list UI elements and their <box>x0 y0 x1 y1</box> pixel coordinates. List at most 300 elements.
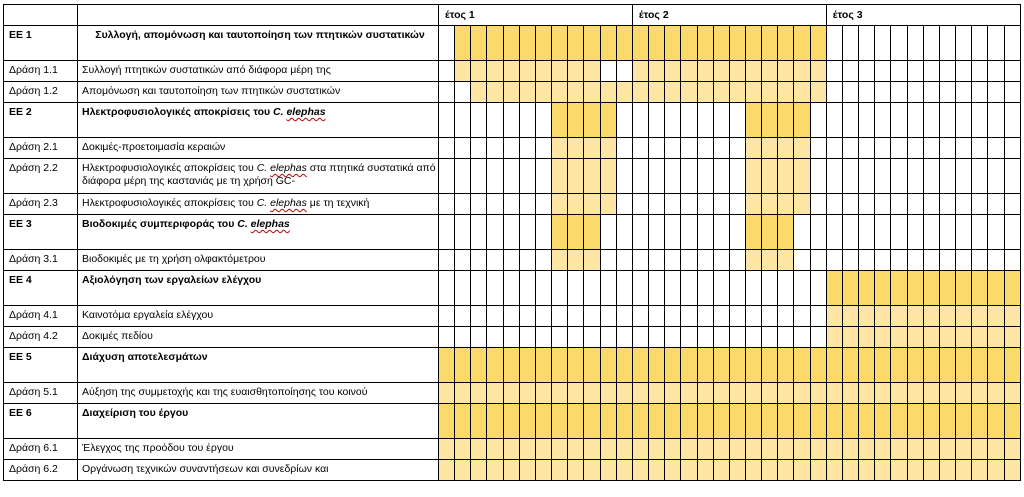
month-cell <box>697 348 713 383</box>
month-cell <box>519 439 535 460</box>
month-cell <box>729 250 745 271</box>
header-code-cell <box>4 5 78 26</box>
month-cell <box>923 348 939 383</box>
month-cell <box>745 215 761 250</box>
row-title-text <box>82 194 438 210</box>
month-cell <box>600 194 616 215</box>
month-cell <box>891 250 907 271</box>
row-code <box>4 383 78 404</box>
month-cell <box>972 138 988 159</box>
month-cell <box>939 271 955 306</box>
month-cell <box>907 271 923 306</box>
month-cell <box>455 327 471 348</box>
month-cell <box>519 82 535 103</box>
month-cell <box>826 215 842 250</box>
activity-row <box>4 82 1021 103</box>
month-cell <box>875 250 891 271</box>
month-cell <box>697 460 713 481</box>
month-cell <box>487 439 503 460</box>
month-cell <box>455 138 471 159</box>
month-cell <box>552 82 568 103</box>
month-cell <box>471 404 487 439</box>
month-cell <box>503 306 519 327</box>
month-cell <box>665 26 681 61</box>
month-cell <box>584 383 600 404</box>
row-title <box>78 271 439 306</box>
month-cell <box>875 383 891 404</box>
month-cell <box>988 439 1004 460</box>
month-cell <box>988 404 1004 439</box>
month-cell <box>535 215 551 250</box>
row-code-text: ΕΕ 4 <box>9 274 32 286</box>
month-cell <box>875 215 891 250</box>
month-cell <box>487 159 503 194</box>
month-cell <box>988 215 1004 250</box>
month-cell <box>891 327 907 348</box>
month-cell <box>842 194 858 215</box>
month-cell <box>552 103 568 138</box>
row-title-text: Διάχυση αποτελεσμάτων <box>82 351 208 363</box>
month-cell <box>649 348 665 383</box>
month-cell <box>988 383 1004 404</box>
month-cell <box>600 61 616 82</box>
row-title <box>78 460 439 481</box>
row-code <box>4 82 78 103</box>
month-cell <box>503 404 519 439</box>
month-cell <box>503 250 519 271</box>
month-cell <box>972 306 988 327</box>
month-cell <box>794 138 810 159</box>
month-cell <box>745 327 761 348</box>
month-cell <box>584 250 600 271</box>
month-cell <box>729 159 745 194</box>
month-cell <box>1004 61 1020 82</box>
month-cell <box>923 61 939 82</box>
month-cell <box>891 383 907 404</box>
row-code <box>4 404 78 439</box>
month-cell <box>956 138 972 159</box>
month-cell <box>697 327 713 348</box>
month-cell <box>729 327 745 348</box>
row-code-text: Δράση 5.1 <box>9 386 58 398</box>
row-title-text: Έλεγχος της προόδου του έργου <box>82 442 234 454</box>
month-cell <box>939 306 955 327</box>
month-cell <box>891 26 907 61</box>
month-cell <box>649 250 665 271</box>
month-cell <box>988 194 1004 215</box>
month-cell <box>729 348 745 383</box>
month-cell <box>503 348 519 383</box>
month-cell <box>842 460 858 481</box>
month-cell <box>778 215 794 250</box>
row-code <box>4 61 78 82</box>
month-cell <box>697 159 713 194</box>
month-cell <box>568 460 584 481</box>
month-cell <box>778 404 794 439</box>
row-code-text: ΕΕ 5 <box>9 351 32 363</box>
month-cell <box>859 460 875 481</box>
month-cell <box>535 103 551 138</box>
month-cell <box>891 61 907 82</box>
row-title <box>78 159 439 194</box>
row-title-text: Δοκιμές πεδίου <box>82 330 153 342</box>
month-cell <box>487 383 503 404</box>
month-cell <box>1004 215 1020 250</box>
month-cell <box>649 159 665 194</box>
header-title-cell <box>78 5 439 26</box>
month-cell <box>632 138 648 159</box>
month-cell <box>956 404 972 439</box>
month-cell <box>907 327 923 348</box>
month-cell <box>1004 159 1020 194</box>
row-title <box>78 194 439 215</box>
activity-row <box>4 460 1021 481</box>
month-cell <box>649 404 665 439</box>
month-cell <box>519 215 535 250</box>
month-cell <box>842 271 858 306</box>
month-cell <box>907 306 923 327</box>
month-cell <box>439 348 455 383</box>
month-cell <box>956 306 972 327</box>
month-cell <box>762 82 778 103</box>
month-cell <box>891 348 907 383</box>
month-cell <box>649 215 665 250</box>
month-cell <box>616 439 632 460</box>
month-cell <box>697 404 713 439</box>
row-code <box>4 327 78 348</box>
month-cell <box>778 26 794 61</box>
month-cell <box>665 250 681 271</box>
month-cell <box>907 404 923 439</box>
month-cell <box>939 439 955 460</box>
month-cell <box>584 159 600 194</box>
month-cell <box>762 306 778 327</box>
month-cell <box>632 103 648 138</box>
month-cell <box>535 460 551 481</box>
month-cell <box>455 82 471 103</box>
month-cell <box>891 194 907 215</box>
month-cell <box>794 61 810 82</box>
month-cell <box>439 103 455 138</box>
month-cell <box>713 383 729 404</box>
month-cell <box>729 103 745 138</box>
month-cell <box>600 327 616 348</box>
month-cell <box>471 250 487 271</box>
row-code <box>4 26 78 61</box>
month-cell <box>713 250 729 271</box>
month-cell <box>972 348 988 383</box>
month-cell <box>729 82 745 103</box>
month-cell <box>826 327 842 348</box>
month-cell <box>681 194 697 215</box>
month-cell <box>713 138 729 159</box>
month-cell <box>907 159 923 194</box>
month-cell <box>519 26 535 61</box>
month-cell <box>842 215 858 250</box>
month-cell <box>503 439 519 460</box>
month-cell <box>891 404 907 439</box>
month-cell <box>649 306 665 327</box>
month-cell <box>745 159 761 194</box>
month-cell <box>939 159 955 194</box>
month-cell <box>713 306 729 327</box>
month-cell <box>778 103 794 138</box>
month-cell <box>600 404 616 439</box>
month-cell <box>503 103 519 138</box>
month-cell <box>762 138 778 159</box>
month-cell <box>826 138 842 159</box>
month-cell <box>519 348 535 383</box>
month-cell <box>794 271 810 306</box>
month-cell <box>616 327 632 348</box>
month-cell <box>875 348 891 383</box>
month-cell <box>600 138 616 159</box>
month-cell <box>568 103 584 138</box>
month-cell <box>891 103 907 138</box>
month-cell <box>487 271 503 306</box>
month-cell <box>729 26 745 61</box>
month-cell <box>794 306 810 327</box>
month-cell <box>439 383 455 404</box>
month-cell <box>713 215 729 250</box>
month-cell <box>1004 194 1020 215</box>
month-cell <box>713 159 729 194</box>
month-cell <box>552 271 568 306</box>
month-cell <box>584 404 600 439</box>
month-cell <box>632 404 648 439</box>
month-cell <box>842 383 858 404</box>
row-code-text: Δράση 1.2 <box>9 85 58 97</box>
month-cell <box>439 327 455 348</box>
month-cell <box>600 159 616 194</box>
month-cell <box>697 306 713 327</box>
month-cell <box>972 383 988 404</box>
month-cell <box>907 103 923 138</box>
month-cell <box>745 26 761 61</box>
month-cell <box>810 61 826 82</box>
month-cell <box>875 271 891 306</box>
month-cell <box>907 460 923 481</box>
row-code <box>4 460 78 481</box>
row-title-text <box>82 103 438 119</box>
month-cell <box>519 327 535 348</box>
month-cell <box>923 103 939 138</box>
month-cell <box>956 439 972 460</box>
month-cell <box>665 306 681 327</box>
month-cell <box>439 82 455 103</box>
month-cell <box>584 138 600 159</box>
month-cell <box>616 271 632 306</box>
row-code-text: ΕΕ 2 <box>9 106 32 118</box>
row-title <box>78 348 439 383</box>
month-cell <box>471 348 487 383</box>
row-title-text: Δοκιμές-προετοιμασία κεραιών <box>82 141 226 153</box>
month-cell <box>923 439 939 460</box>
month-cell <box>503 460 519 481</box>
month-cell <box>745 61 761 82</box>
month-cell <box>907 26 923 61</box>
month-cell <box>471 103 487 138</box>
month-cell <box>939 460 955 481</box>
month-cell <box>632 215 648 250</box>
month-cell <box>859 61 875 82</box>
month-cell <box>503 138 519 159</box>
month-cell <box>859 306 875 327</box>
month-cell <box>826 383 842 404</box>
month-cell <box>729 215 745 250</box>
row-code <box>4 159 78 194</box>
month-cell <box>600 348 616 383</box>
month-cell <box>939 250 955 271</box>
month-cell <box>568 439 584 460</box>
month-cell <box>907 82 923 103</box>
month-cell <box>649 82 665 103</box>
month-cell <box>681 383 697 404</box>
month-cell <box>923 383 939 404</box>
month-cell <box>794 215 810 250</box>
month-cell <box>616 61 632 82</box>
month-cell <box>552 327 568 348</box>
month-cell <box>552 26 568 61</box>
species-name: elephas <box>286 106 326 118</box>
row-code-text: ΕΕ 1 <box>9 29 32 41</box>
month-cell <box>842 138 858 159</box>
month-cell <box>859 271 875 306</box>
month-cell <box>455 439 471 460</box>
month-cell <box>665 348 681 383</box>
month-cell <box>842 439 858 460</box>
month-cell <box>745 306 761 327</box>
title-part: Βιοδοκιμές συμπεριφοράς του <box>82 218 238 230</box>
month-cell <box>972 404 988 439</box>
month-cell <box>810 404 826 439</box>
activity-row <box>4 327 1021 348</box>
month-cell <box>584 194 600 215</box>
month-cell <box>552 159 568 194</box>
month-cell <box>681 327 697 348</box>
month-cell <box>503 82 519 103</box>
month-cell <box>956 348 972 383</box>
row-title <box>78 439 439 460</box>
month-cell <box>762 103 778 138</box>
month-cell <box>891 159 907 194</box>
month-cell <box>616 194 632 215</box>
month-cell <box>439 61 455 82</box>
month-cell <box>810 271 826 306</box>
month-cell <box>552 383 568 404</box>
row-code-text: Δράση 2.2 <box>9 162 58 174</box>
month-cell <box>729 404 745 439</box>
row-code <box>4 348 78 383</box>
month-cell <box>875 306 891 327</box>
month-cell <box>697 439 713 460</box>
month-cell <box>552 306 568 327</box>
month-cell <box>471 194 487 215</box>
month-cell <box>1004 348 1020 383</box>
month-cell <box>568 82 584 103</box>
month-cell <box>1004 327 1020 348</box>
month-cell <box>487 460 503 481</box>
month-cell <box>535 138 551 159</box>
month-cell <box>503 194 519 215</box>
month-cell <box>697 194 713 215</box>
month-cell <box>778 82 794 103</box>
month-cell <box>681 271 697 306</box>
month-cell <box>471 215 487 250</box>
month-cell <box>568 404 584 439</box>
month-cell <box>455 404 471 439</box>
month-cell <box>1004 82 1020 103</box>
row-code-text: Δράση 3.1 <box>9 253 58 265</box>
month-cell <box>923 159 939 194</box>
gantt-chart <box>3 4 1021 481</box>
month-cell <box>826 404 842 439</box>
month-cell <box>487 306 503 327</box>
month-cell <box>632 306 648 327</box>
row-title <box>78 61 439 82</box>
month-cell <box>778 159 794 194</box>
month-cell <box>632 194 648 215</box>
row-title-text: Αύξηση της συμμετοχής και της ευαισθητοποίησης του κοινού <box>82 386 368 398</box>
month-cell <box>907 348 923 383</box>
month-cell <box>503 159 519 194</box>
month-cell <box>665 439 681 460</box>
month-cell <box>649 103 665 138</box>
month-cell <box>939 404 955 439</box>
month-cell <box>713 103 729 138</box>
month-cell <box>907 383 923 404</box>
month-cell <box>859 404 875 439</box>
month-cell <box>923 26 939 61</box>
title-part: Ηλεκτροφυσιολογικές αποκρίσεις του <box>82 162 257 174</box>
month-cell <box>859 194 875 215</box>
month-cell <box>729 138 745 159</box>
month-cell <box>988 103 1004 138</box>
month-cell <box>1004 439 1020 460</box>
month-cell <box>568 306 584 327</box>
month-cell <box>810 194 826 215</box>
month-cell <box>923 271 939 306</box>
month-cell <box>1004 383 1020 404</box>
month-cell <box>729 439 745 460</box>
row-title-text: Διαχείριση του έργου <box>82 407 189 419</box>
row-title <box>78 82 439 103</box>
month-cell <box>535 348 551 383</box>
month-cell <box>616 250 632 271</box>
month-cell <box>552 404 568 439</box>
month-cell <box>455 271 471 306</box>
month-cell <box>939 215 955 250</box>
month-cell <box>665 194 681 215</box>
row-code-text: Δράση 6.1 <box>9 442 58 454</box>
row-title <box>78 26 439 61</box>
month-cell <box>503 61 519 82</box>
month-cell <box>859 103 875 138</box>
month-cell <box>826 103 842 138</box>
month-cell <box>972 439 988 460</box>
month-cell <box>826 460 842 481</box>
month-cell <box>810 82 826 103</box>
month-cell <box>859 159 875 194</box>
work-package-row <box>4 404 1021 439</box>
month-cell <box>988 26 1004 61</box>
month-cell <box>552 215 568 250</box>
month-cell <box>875 159 891 194</box>
month-cell <box>972 215 988 250</box>
month-cell <box>988 61 1004 82</box>
activity-row <box>4 194 1021 215</box>
title-part: με τη τεχνική <box>306 197 370 209</box>
